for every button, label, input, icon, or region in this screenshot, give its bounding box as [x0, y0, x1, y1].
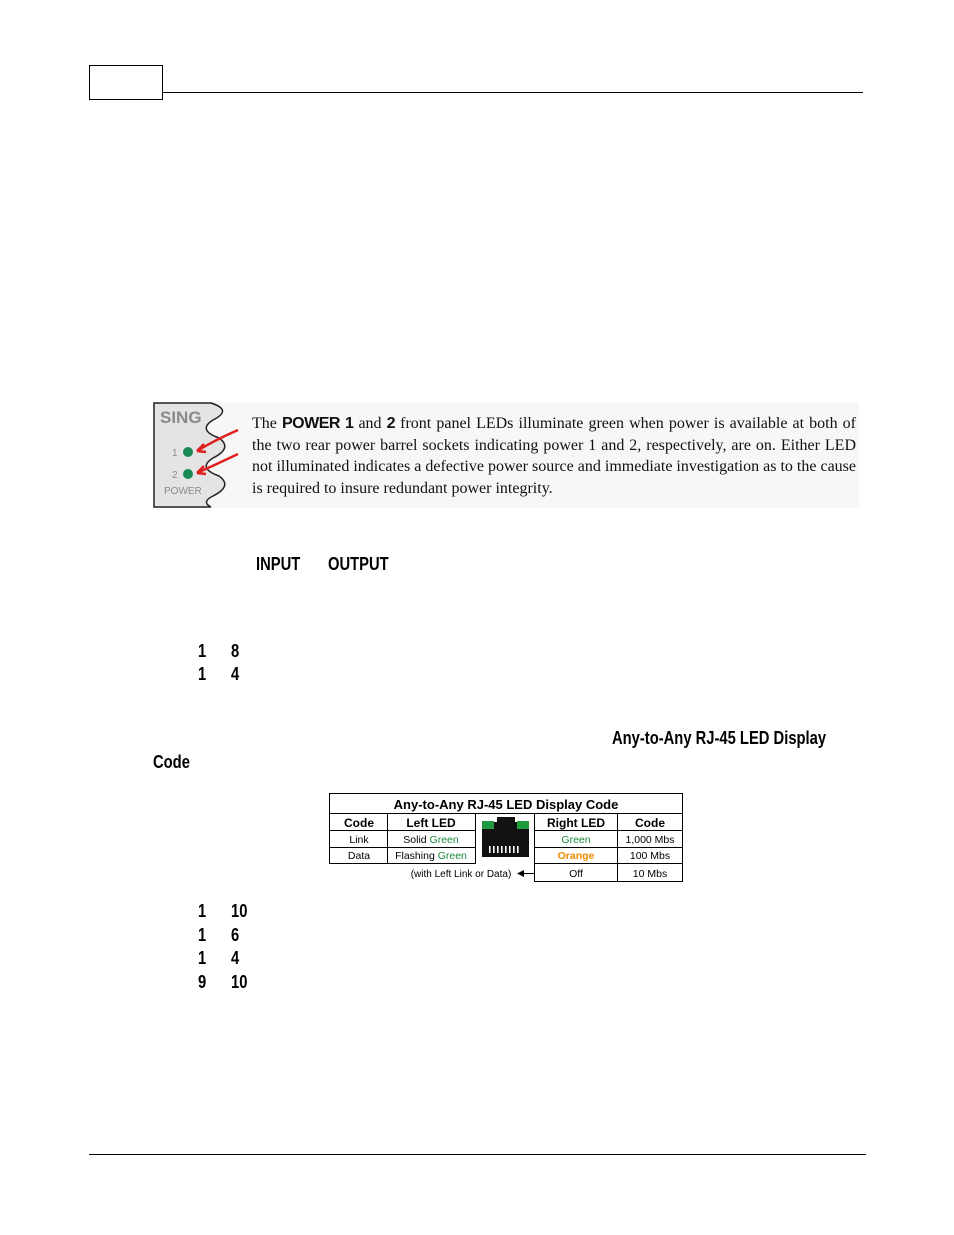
led-section-heading: Any-to-Any RJ-45 LED Display [612, 728, 827, 748]
right-row-1000: 1,000 Mbs [625, 834, 675, 846]
page-number-box [89, 65, 163, 100]
right-row-orange: Orange [557, 850, 595, 862]
footer-rule [89, 1154, 866, 1155]
table-title: Any-to-Any RJ-45 LED Display Code [393, 797, 619, 812]
table-note: (with Left Link or Data) [410, 869, 512, 880]
input-label: INPUT [256, 554, 301, 574]
range-b3-end: 4 [231, 948, 240, 968]
range-b4-end: 10 [231, 972, 248, 992]
output-label: OUTPUT [328, 554, 389, 574]
green-word: Green [437, 850, 467, 862]
range-b2-end: 6 [231, 925, 240, 945]
right-row-green: Green [561, 834, 591, 846]
left-header-led: Left LED [406, 816, 456, 830]
range-b3-start: 1 [198, 948, 207, 968]
icon-led1-label: 1 [172, 448, 178, 459]
left-row-link-code: Link [349, 834, 369, 846]
led-section-heading-cont: Code [153, 752, 190, 772]
green-word: Green [429, 834, 459, 846]
right-row-off: Off [569, 868, 583, 880]
power-2-label: 2 [386, 415, 396, 432]
icon-led2-label: 2 [172, 470, 178, 481]
icon-power-label: POWER [164, 486, 202, 497]
range-b1-start: 1 [198, 901, 207, 921]
range-b4-start: 9 [198, 972, 207, 992]
rj45-jack-icon [482, 817, 529, 857]
power-led-description: The POWER 1 and 2 front panel LEDs illuminate green when power is available at both of the two rear power barrel sockets indicating power 1 and 2, respectively, are on. Either LED not illuminated indicates a defective power source and immediate investigation as to the cause is required to insure redundant power integrity. [252, 415, 857, 497]
right-header-code: Code [635, 816, 665, 830]
left-row-data-code: Data [347, 850, 371, 862]
led-2-indicator [183, 469, 193, 479]
range-a2-start: 1 [198, 664, 207, 684]
range-a2-end: 4 [231, 664, 240, 684]
left-row-link-led: Solid Green [403, 834, 459, 846]
right-header-led: Right LED [547, 816, 605, 830]
led-display-code-table [329, 793, 683, 883]
range-b2-start: 1 [198, 925, 207, 945]
power-1-label: POWER 1 [281, 415, 354, 432]
right-row-100: 100 Mbs [629, 850, 671, 862]
range-b1-end: 10 [231, 901, 248, 921]
left-row-data-led: Flashing Green [395, 850, 467, 862]
header-rule [162, 92, 863, 93]
power-led-icon [153, 402, 243, 508]
led-1-indicator [183, 447, 193, 457]
icon-brand-text: SING [160, 408, 202, 427]
left-header-code: Code [344, 816, 374, 830]
range-a1-end: 8 [231, 641, 240, 661]
range-a1-start: 1 [198, 641, 207, 661]
right-row-10: 10 Mbs [632, 868, 668, 880]
